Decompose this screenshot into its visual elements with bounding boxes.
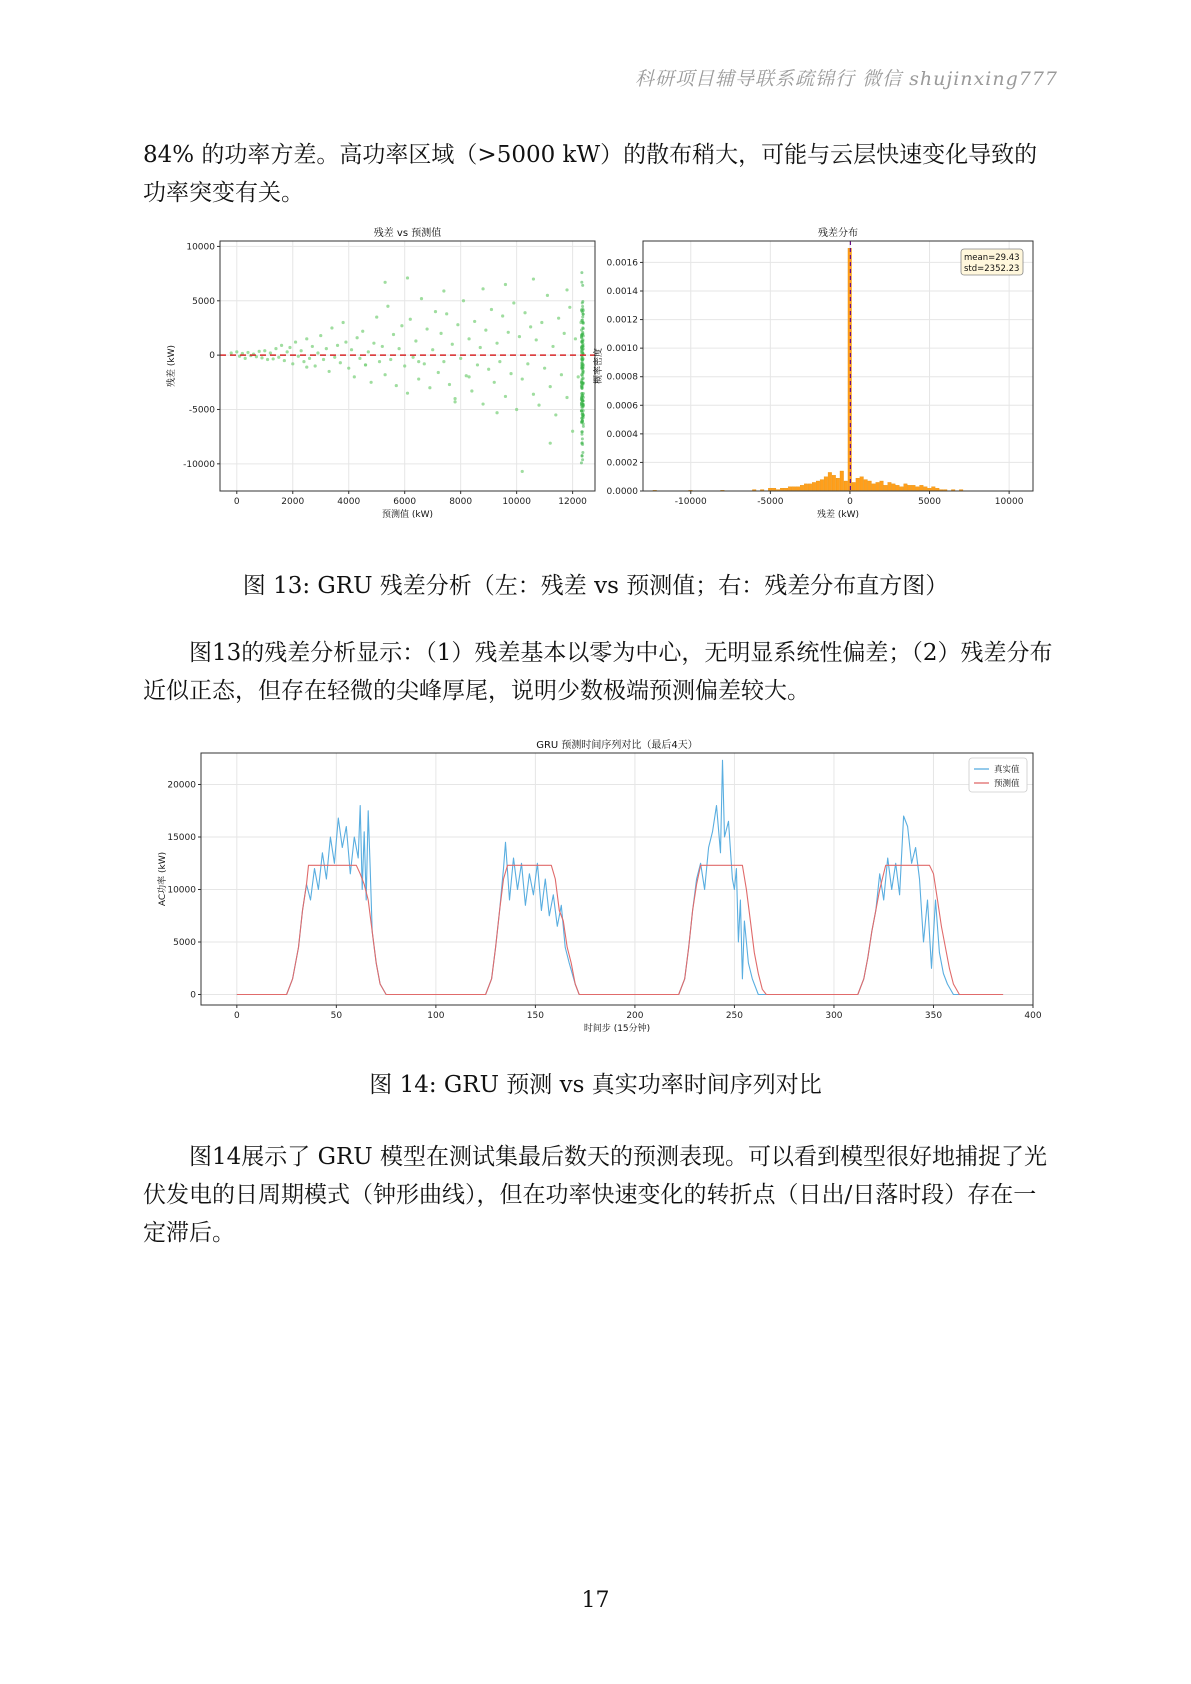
scatter-point	[431, 348, 434, 351]
scatter-point	[560, 373, 563, 376]
scatter-point	[417, 360, 420, 363]
y-tick-label: 0.0000	[606, 487, 638, 497]
scatter-point	[417, 377, 420, 380]
scatter-point	[467, 337, 470, 340]
x-tick-label: 0	[233, 497, 240, 507]
scatter-point	[467, 375, 470, 378]
chart-title: GRU 预测时间序列对比（最后4天）	[536, 740, 698, 751]
scatter-point	[395, 384, 398, 387]
y-tick-label: 0.0010	[606, 344, 638, 355]
scatter-point	[521, 470, 524, 473]
x-axis-label: 预测值 (kW)	[382, 510, 433, 520]
scatter-point	[367, 350, 370, 353]
scatter-point	[580, 406, 583, 409]
figure-13-residual-analysis	[160, 226, 1040, 526]
histogram-bar	[828, 472, 832, 491]
scatter-point	[580, 430, 583, 433]
scatter-point	[581, 326, 584, 329]
scatter-point	[246, 351, 249, 354]
y-tick-label: 5000	[192, 296, 215, 307]
page-number: 17	[581, 1588, 610, 1613]
paragraph-time-series: 图14展示了 GRU 模型在测试集最后数天的预测表现。可以看到模型很好地捕捉了光伏发电的日周期模式（钟形曲线），但在功率快速变化的转折点（日出/日落时段）存在一定滞后。	[143, 1144, 1047, 1246]
scatter-point	[328, 370, 331, 373]
scatter-point	[574, 337, 577, 340]
scatter-point	[294, 340, 297, 343]
figure-14-caption: 图 14: GRU 预测 vs 真实功率时间序列对比	[369, 1072, 822, 1098]
histogram-bar	[792, 487, 796, 491]
histogram-bar	[852, 482, 856, 491]
scatter-point	[347, 367, 350, 370]
scatter-point	[551, 345, 554, 348]
scatter-point	[375, 315, 378, 318]
scatter-point	[580, 442, 583, 445]
scatter-point	[563, 332, 566, 335]
scatter-point	[495, 342, 498, 345]
scatter-point	[406, 392, 409, 395]
scatter-point	[409, 318, 412, 321]
scatter-point	[484, 329, 487, 332]
scatter-point	[580, 281, 583, 284]
scatter-point	[580, 319, 583, 322]
scatter-point	[509, 372, 512, 375]
scatter-point	[319, 334, 322, 337]
scatter-point	[580, 271, 583, 274]
scatter-point	[577, 375, 580, 378]
figure-13-caption: 图 13: GRU 残差分析（左：残差 vs 预测值；右：残差分布直方图）	[242, 573, 949, 599]
histogram-bar	[820, 480, 824, 491]
scatter-point	[286, 350, 289, 353]
histogram-bar	[788, 487, 792, 491]
histogram-bar	[908, 485, 912, 491]
scatter-point	[581, 437, 584, 440]
scatter-point	[498, 360, 501, 363]
y-tick-label: -5000	[188, 405, 215, 416]
scatter-point	[581, 458, 584, 461]
scatter-point	[470, 389, 473, 392]
y-tick-label: 0.0006	[606, 401, 638, 412]
histogram-bar	[824, 477, 828, 491]
scatter-point	[300, 349, 303, 352]
y-tick-label: 0.0012	[606, 315, 638, 326]
y-tick-label: 0	[209, 351, 215, 362]
scatter-point	[384, 373, 387, 376]
scatter-point	[581, 412, 584, 415]
scatter-point	[258, 350, 261, 353]
scatter-point	[442, 289, 445, 292]
scatter-point	[389, 358, 392, 361]
scatter-point	[361, 330, 364, 333]
x-tick-label: 0	[847, 497, 853, 507]
y-tick-label: -10000	[183, 459, 215, 470]
x-tick-label: 5000	[918, 497, 941, 507]
histogram-bar	[868, 481, 872, 491]
scatter-point	[581, 363, 584, 366]
y-tick-label: 10000	[167, 885, 196, 896]
scatter-point	[580, 461, 583, 464]
scatter-point	[260, 356, 263, 359]
scatter-point	[581, 451, 584, 454]
figure-14-time-series-comparison	[160, 736, 1040, 1042]
y-tick-label: 10000	[186, 242, 215, 253]
scatter-point	[437, 371, 440, 374]
x-tick-label: 12000	[558, 497, 587, 507]
scatter-point	[314, 364, 317, 367]
scatter-point	[339, 361, 342, 364]
scatter-point	[546, 294, 549, 297]
scatter-point	[581, 455, 584, 458]
scatter-point	[549, 385, 552, 388]
y-tick-label: 5000	[173, 938, 196, 948]
scatter-point	[462, 299, 465, 302]
scatter-point	[356, 336, 359, 339]
scatter-point	[448, 383, 451, 386]
scatter-point	[420, 297, 423, 300]
scatter-point	[403, 364, 406, 367]
scatter-point	[283, 359, 286, 362]
scatter-point	[288, 346, 291, 349]
histogram-bar	[900, 487, 904, 491]
histogram-bar	[876, 482, 880, 491]
paragraph-residual-analysis: 图13的残差分析显示：（1）残差基本以零为中心，无明显系统性偏差；（2）残差分布近似正态，但存在轻微的尖峰厚尾，说明少数极端预测偏差较大。	[143, 640, 1053, 704]
paragraph-intro: 84% 的功率方差。高功率区域（>5000 kW）的散布稍大，可能与云层快速变化导致的功率突变有关。	[143, 142, 1038, 206]
scatter-point	[581, 284, 584, 287]
scatter-point	[333, 356, 336, 359]
scatter-point	[554, 413, 557, 416]
x-tick-label: 300	[825, 1011, 843, 1021]
scatter-point	[378, 360, 381, 363]
histogram-bar	[924, 487, 928, 491]
scatter-point	[398, 347, 401, 350]
scatter-point	[580, 346, 583, 349]
histogram-bar	[804, 484, 808, 491]
scatter-point	[495, 411, 498, 414]
scatter-point	[473, 320, 476, 323]
scatter-point	[537, 404, 540, 407]
scatter-point	[580, 335, 583, 338]
histogram-bar	[892, 484, 896, 491]
scatter-point	[535, 338, 538, 341]
histogram-bar	[840, 471, 844, 491]
scatter-point	[526, 362, 529, 365]
histogram-bar	[884, 485, 888, 491]
scatter-point	[272, 357, 275, 360]
scatter-point	[529, 325, 532, 328]
scatter-point	[442, 360, 445, 363]
stats-annotation-box	[961, 249, 1023, 275]
scatter-point	[540, 321, 543, 324]
scatter-point	[277, 356, 280, 359]
y-tick-label: 0.0004	[606, 429, 638, 440]
scatter-point	[428, 386, 431, 389]
histogram-bar	[796, 487, 800, 491]
stats-std-label: std=2352.23	[964, 264, 1020, 274]
scatter-point	[581, 331, 584, 334]
scatter-point	[501, 314, 504, 317]
scatter-point	[266, 358, 269, 361]
histogram-bar	[880, 481, 884, 491]
histogram-bar	[836, 478, 840, 491]
x-tick-label: 100	[427, 1011, 445, 1021]
scatter-point	[465, 374, 468, 377]
scatter-point	[456, 323, 459, 326]
histogram-bar	[916, 487, 920, 491]
y-axis-label: 概率密度	[594, 347, 604, 385]
scatter-point	[269, 351, 272, 354]
scatter-point	[507, 331, 510, 334]
scatter-point	[423, 362, 426, 365]
scatter-point	[370, 381, 373, 384]
histogram-bar	[812, 482, 816, 491]
scatter-point	[481, 402, 484, 405]
histogram-bar	[896, 485, 900, 491]
histogram-bar	[800, 485, 804, 491]
y-tick-label: 0.0014	[606, 287, 638, 297]
x-tick-label: 200	[626, 1011, 644, 1021]
scatter-point	[487, 368, 490, 371]
x-tick-label: -10000	[674, 497, 707, 507]
histogram-bar	[860, 477, 864, 491]
scatter-point	[568, 306, 571, 309]
scatter-point	[518, 335, 521, 338]
scatter-point	[372, 342, 375, 345]
histogram-bar	[920, 485, 924, 491]
x-tick-label: 4000	[337, 497, 361, 507]
scatter-point	[364, 363, 367, 366]
histogram-bar	[856, 478, 860, 491]
scatter-point	[582, 425, 585, 428]
stats-mean-label: mean=29.43	[964, 253, 1020, 263]
scatter-point	[481, 287, 484, 290]
y-tick-label: 0.0016	[606, 258, 638, 269]
scatter-point	[515, 408, 518, 411]
x-axis-label: 残差 (kW)	[817, 510, 859, 520]
scatter-point	[582, 409, 585, 412]
scatter-point	[384, 281, 387, 284]
histogram-bar	[932, 487, 936, 491]
scatter-point	[308, 357, 311, 360]
x-tick-label: 400	[1024, 1011, 1042, 1021]
scatter-point	[392, 333, 395, 336]
scatter-point	[581, 305, 584, 308]
x-tick-label: 10000	[994, 497, 1024, 507]
y-tick-label: 0	[190, 990, 196, 1001]
scatter-point	[532, 393, 535, 396]
scatter-point	[557, 317, 560, 320]
x-tick-label: 250	[725, 1011, 744, 1021]
chart-legend	[969, 758, 1027, 792]
scatter-point	[330, 326, 333, 329]
scatter-point	[549, 442, 552, 445]
scatter-point	[322, 358, 325, 361]
histogram-bar	[844, 481, 848, 491]
y-tick-label: 15000	[167, 833, 196, 843]
scatter-point	[582, 357, 585, 360]
y-tick-label: 20000	[167, 780, 196, 791]
scatter-point	[406, 276, 409, 279]
page-header: 科研项目辅导联系疏锦行 微信 shujinxing777	[635, 68, 1058, 90]
y-axis-label: AC功率 (kW)	[158, 851, 168, 907]
scatter-point	[565, 288, 568, 291]
scatter-point	[302, 360, 305, 363]
x-tick-label: 50	[330, 1011, 343, 1021]
scatter-point	[353, 375, 356, 378]
x-axis-label: 时间步 (15分钟)	[583, 1024, 651, 1034]
x-tick-label: -5000	[757, 497, 784, 507]
scatter-point	[425, 327, 428, 330]
scatter-point	[581, 300, 584, 303]
histogram-bar	[872, 484, 876, 491]
x-tick-label: 150	[526, 1011, 544, 1021]
scatter-point	[580, 421, 583, 424]
scatter-point	[291, 362, 294, 365]
scatter-point	[459, 357, 462, 360]
scatter-point	[414, 339, 417, 342]
scatter-point	[580, 385, 583, 388]
scatter-point	[532, 277, 535, 280]
x-tick-label: 6000	[393, 497, 417, 507]
scatter-point	[476, 363, 479, 366]
chart-title: 残差 vs 预测值	[373, 228, 442, 239]
chart-title: 残差分布	[818, 228, 858, 239]
x-tick-label: 350	[924, 1011, 943, 1021]
scatter-point	[297, 355, 300, 358]
scatter-point	[445, 312, 448, 315]
scatter-point	[274, 347, 277, 350]
scatter-point	[565, 396, 568, 399]
scatter-point	[490, 308, 493, 311]
scatter-point	[350, 348, 353, 351]
scatter-point	[581, 367, 584, 370]
histogram-bar	[864, 480, 868, 491]
scatter-point	[386, 305, 389, 308]
scatter-point	[504, 395, 507, 398]
scatter-point	[305, 337, 308, 340]
y-tick-label: 0.0008	[606, 372, 638, 383]
scatter-point	[358, 357, 361, 360]
scatter-point	[235, 350, 238, 353]
scatter-point	[451, 343, 454, 346]
scatter-point	[582, 416, 585, 419]
scatter-point	[342, 321, 345, 324]
y-axis-label: 残差 (kW)	[167, 345, 177, 387]
scatter-point	[580, 396, 583, 399]
scatter-point	[230, 351, 233, 354]
legend-label: 真实值	[994, 765, 1020, 775]
histogram-bar	[888, 482, 892, 491]
scatter-point	[493, 381, 496, 384]
scatter-point	[280, 344, 283, 347]
scatter-point	[580, 308, 583, 311]
scatter-point	[439, 332, 442, 335]
scatter-point	[316, 351, 319, 354]
scatter-point	[263, 349, 266, 352]
scatter-point	[453, 397, 456, 400]
scatter-point	[344, 340, 347, 343]
scatter-point	[479, 346, 482, 349]
legend-label: 预测值	[994, 779, 1020, 789]
scatter-point	[521, 377, 524, 380]
scatter-point	[400, 324, 403, 327]
scatter-point	[325, 347, 328, 350]
plot-area	[643, 241, 1033, 491]
scatter-point	[305, 365, 308, 368]
scatter-point	[381, 345, 384, 348]
x-tick-label: 2000	[281, 497, 305, 507]
x-tick-label: 10000	[502, 497, 531, 507]
x-tick-label: 0	[233, 1011, 240, 1021]
scatter-point	[580, 373, 583, 376]
histogram-bar	[816, 481, 820, 491]
histogram-bar	[808, 484, 812, 491]
plot-area	[201, 753, 1033, 1005]
scatter-point	[311, 345, 314, 348]
histogram-bar	[912, 485, 916, 491]
scatter-point	[582, 403, 585, 406]
histogram-bar	[904, 484, 908, 491]
scatter-point	[244, 357, 247, 360]
scatter-point	[581, 339, 584, 342]
scatter-point	[434, 310, 437, 313]
histogram-bar	[832, 475, 836, 491]
scatter-point	[411, 356, 414, 359]
scatter-point	[543, 367, 546, 370]
scatter-point	[581, 315, 584, 318]
scatter-point	[336, 344, 339, 347]
y-tick-label: 0.0002	[606, 458, 638, 469]
scatter-point	[512, 301, 515, 304]
scatter-point	[580, 351, 583, 354]
scatter-point	[523, 311, 526, 314]
scatter-point	[504, 283, 507, 286]
scatter-point	[571, 430, 574, 433]
x-tick-label: 8000	[449, 497, 473, 507]
scatter-point	[453, 400, 456, 403]
